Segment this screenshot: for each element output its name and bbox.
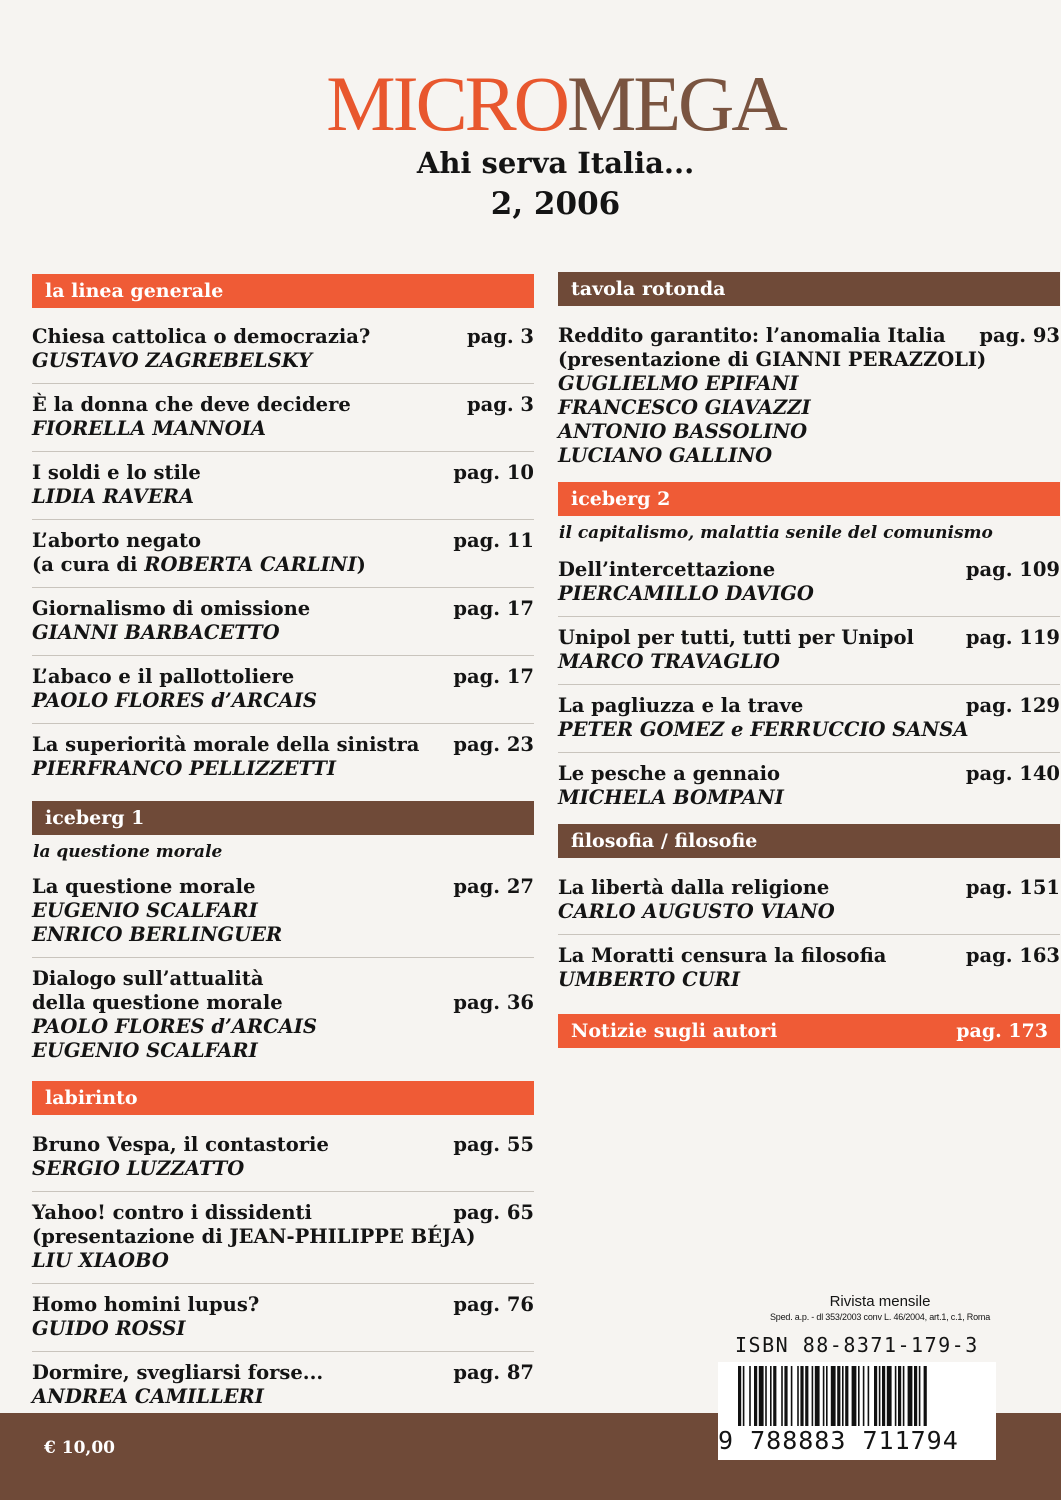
magazine-logo: MICROMEGA [326,60,785,147]
toc-entry [558,694,1060,742]
page-number: pag. 151 [965,876,1060,899]
divider [558,616,1060,617]
page-number: pag. 93 [979,324,1060,347]
barcode-number: 9 788883 711794 [718,1426,959,1455]
page-number: pag. 129 [965,694,1060,717]
article-author: PIERFRANCO PELLIZZETTI [32,757,337,780]
page-number: pag. 76 [453,1293,534,1316]
divider [558,752,1060,753]
article-author: LIU XIAOBO [32,1249,169,1272]
section-tagline: il capitalismo, malattia senile del comunismo [559,523,993,543]
article-author: UMBERTO CURI [558,968,740,991]
article-author: ANTONIO BASSOLINO [558,420,808,443]
article-author: PETER GOMEZ e FERRUCCIO SANSA [558,718,969,741]
article-title: I soldi e lo stile [32,461,201,484]
toc-entry [558,944,1060,992]
article-title: Dormire, svegliarsi forse... [32,1361,324,1384]
article-author: LIDIA RAVERA [32,485,195,508]
section-header-tavola-rotonda: tavola rotonda [558,272,1060,306]
issue-number: 2, 2006 [490,186,621,222]
article-title: Chiesa cattolica o democrazia? [32,325,371,348]
toc-entry [558,876,1060,924]
isbn-code: ISBN 88-8371-179-3 [735,1333,979,1357]
section-header-iceberg-2: iceberg 2 [558,482,1060,516]
divider [32,587,534,588]
divider [32,1351,534,1352]
article-author: GUIDO ROSSI [32,1317,186,1340]
price-label: € 10,00 [44,1438,115,1458]
section-header-filosofia: filosofia / filosofie [558,824,1060,858]
page-number: pag. 55 [453,1133,534,1156]
section-entries [558,306,1060,468]
article-title: Dell’intercettazione [558,558,776,581]
divider [32,519,534,520]
article-author: FRANCESCO GIAVAZZI [558,396,811,419]
page-number: pag. 23 [453,733,534,756]
page-number: pag. 140 [965,762,1060,785]
toc-entry [32,393,534,441]
section-entries [32,308,534,781]
toc-entry [32,1293,534,1341]
article-title: La Moratti censura la filosofia [558,944,887,967]
page-number: pag. 173 [956,1020,1048,1042]
article-presenter: (presentazione di JEAN-PHILIPPE BÉJA) [32,1225,476,1248]
article-author: PAOLO FLORES d’ARCAIS [32,689,317,712]
article-title: La questione morale [32,875,256,898]
toc-entry [558,762,1060,810]
article-title: La libertà dalla religione [558,876,830,899]
article-author: PIERCAMILLO DAVIGO [558,582,814,605]
page-number: pag. 17 [453,665,534,688]
toc-entry [32,461,534,509]
toc-right-column [558,272,1060,1048]
section-entries [558,858,1060,992]
article-title: È la donna che deve decidere [32,393,351,416]
section-header-iceberg-1: iceberg 1 [32,801,534,835]
article-author: CARLO AUGUSTO VIANO [558,900,835,923]
page-number: pag. 3 [466,325,534,348]
section-tagline: la questione morale [33,842,223,862]
article-author: EUGENIO SCALFARI [32,1039,258,1062]
article-title: Reddito garantito: l’anomalia Italia [558,324,946,347]
section-header-notizie-autori [558,1014,1060,1048]
toc-left-column [32,274,534,1419]
toc-entry [32,665,534,713]
section-header-labirinto: labirinto [32,1081,534,1115]
divider [32,723,534,724]
page-number: pag. 11 [453,529,534,552]
article-title: Le pesche a gennaio [558,762,781,785]
page-number: pag. 17 [453,597,534,620]
page-number: pag. 10 [453,461,534,484]
article-title: Giornalismo di omissione [32,597,311,620]
postal-info: Sped. a.p. - dl 353/2003 conv L. 46/2004, art.1, c.1, Roma [769,1312,991,1322]
page-number: pag. 27 [453,875,534,898]
toc-entry [32,597,534,645]
article-author: GUGLIELMO EPIFANI [558,372,799,395]
toc-entry [32,1201,534,1273]
article-author: FIORELLA MANNOIA [32,417,266,440]
section-header-la-linea-generale: la linea generale [32,274,534,308]
article-author: LUCIANO GALLINO [558,444,773,467]
section-entries [32,1115,534,1409]
divider [32,451,534,452]
article-title: L’aborto negato [32,529,202,552]
article-title: Unipol per tutti, tutti per Unipol [558,626,914,649]
toc-entry [32,733,534,781]
divider [32,1191,534,1192]
article-author: PAOLO FLORES d’ARCAIS [32,1015,317,1038]
section-entries [32,863,534,1063]
barcode [718,1362,996,1460]
article-author: ENRICO BERLINGUER [32,923,283,946]
article-presenter: (presentazione di GIANNI PERAZZOLI) [558,348,987,371]
article-author: MICHELA BOMPANI [558,786,784,809]
toc-entry [32,967,534,1063]
article-title: Dialogo sull’attualità [32,967,264,990]
toc-entry [32,875,534,947]
section-entries [558,544,1060,810]
article-author: MARCO TRAVAGLIO [558,650,780,673]
article-title: della questione morale [32,991,283,1014]
divider [558,684,1060,685]
page-number: pag. 3 [466,393,534,416]
divider [32,383,534,384]
article-author: SERGIO LUZZATTO [32,1157,245,1180]
article-curator: (a cura di ROBERTA CARLINI) [32,553,366,576]
toc-entry [558,626,1060,674]
page-number: pag. 65 [453,1201,534,1224]
page-number: pag. 163 [965,944,1060,967]
monthly-label: Rivista mensile [829,1293,931,1310]
article-author: EUGENIO SCALFARI [32,899,258,922]
page-number: pag. 119 [965,626,1060,649]
article-author: GIANNI BARBACETTO [32,621,280,644]
article-title: Bruno Vespa, il contastorie [32,1133,329,1156]
article-title: Homo homini lupus? [32,1293,260,1316]
divider [32,1283,534,1284]
publication-info [720,1293,1040,1324]
toc-entry [32,529,534,577]
page-number: pag. 87 [453,1361,534,1384]
article-title: Yahoo! contro i dissidenti [32,1201,312,1224]
masthead [0,62,1061,226]
divider [32,957,534,958]
article-title: La pagliuzza e la trave [558,694,804,717]
toc-entry [558,558,1060,606]
toc-entry [558,324,1060,468]
toc-entry [32,325,534,373]
page-number: pag. 109 [965,558,1060,581]
page-number: pag. 36 [453,991,534,1014]
toc-entry [32,1361,534,1409]
toc-entry [32,1133,534,1181]
article-title: La superiorità morale della sinistra [32,733,420,756]
notes-title: Notizie sugli autori [571,1020,778,1042]
article-author: ANDREA CAMILLERI [32,1385,264,1408]
divider [32,655,534,656]
divider [558,934,1060,935]
article-author: GUSTAVO ZAGREBELSKY [32,349,313,372]
article-title: L’abaco e il pallottoliere [32,665,295,688]
issue-subtitle: Ahi serva Italia... [416,146,695,180]
